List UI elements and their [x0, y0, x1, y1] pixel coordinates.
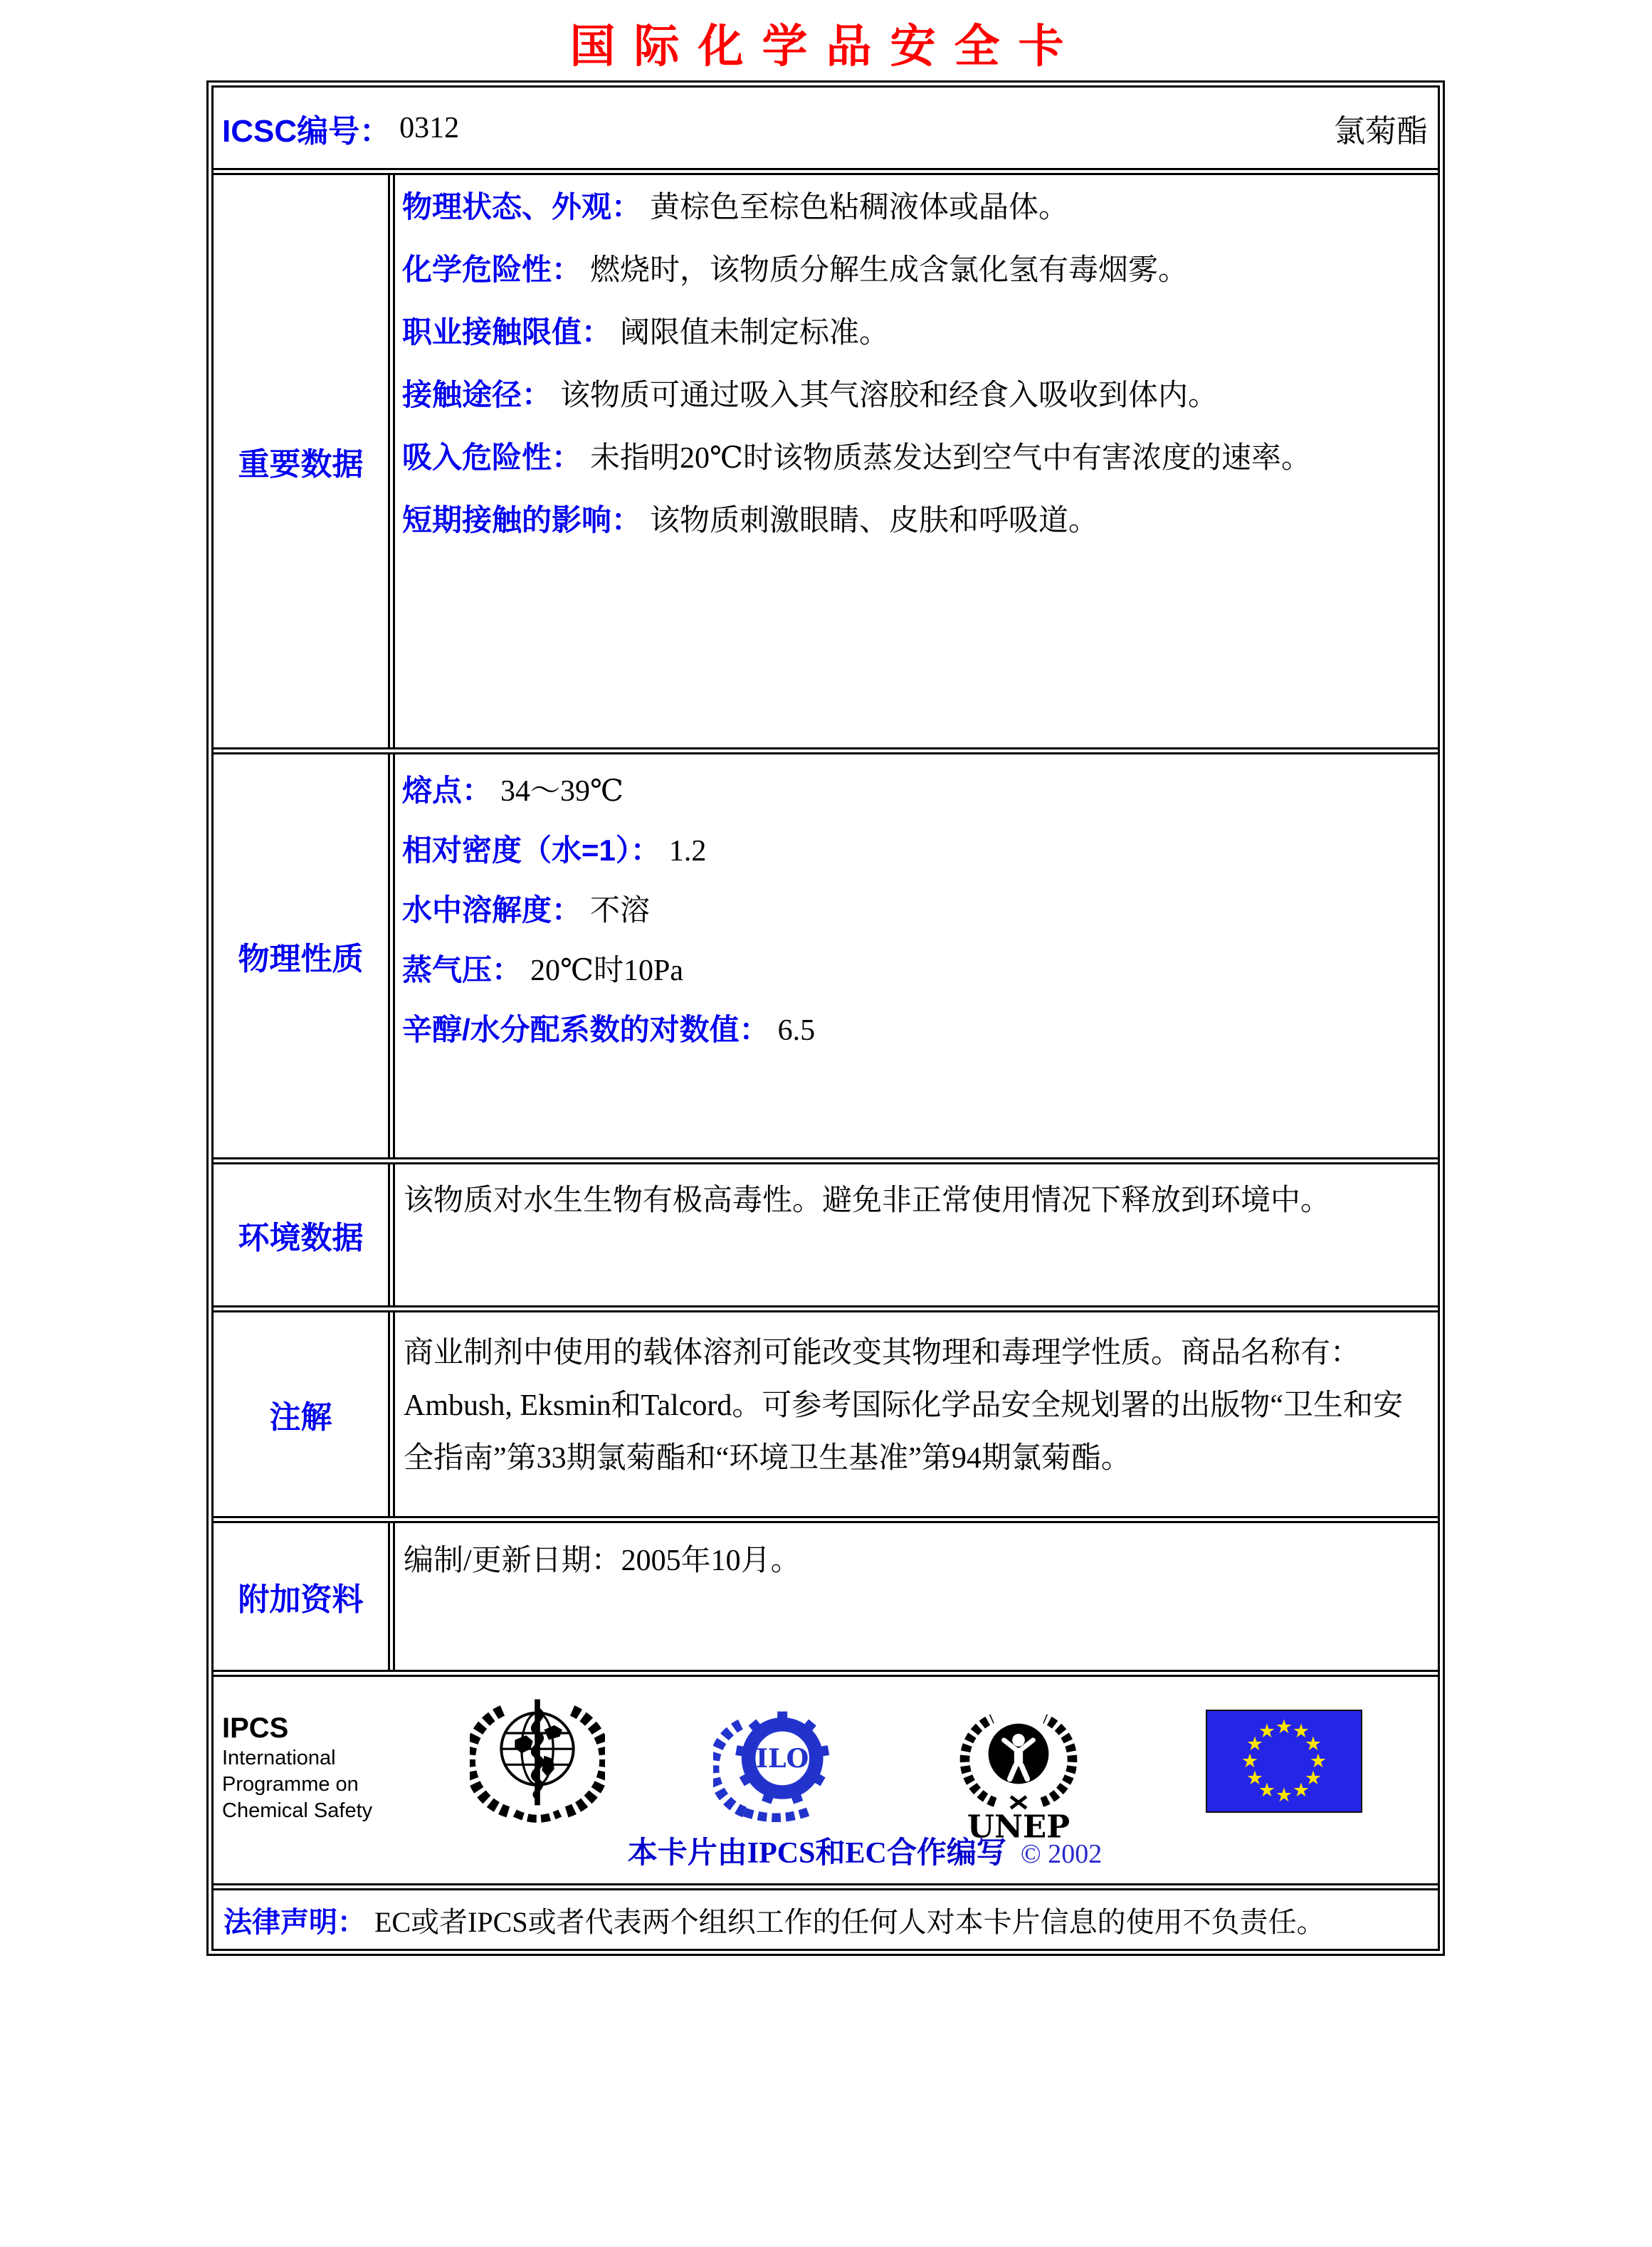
icsc-number-label: ICSC编号： — [222, 113, 391, 149]
svg-text:★: ★ — [1304, 1733, 1322, 1755]
content-line — [402, 367, 1431, 430]
svg-text:★: ★ — [1292, 1779, 1310, 1801]
field-value: 该物质刺激眼睛、皮肤和呼吸道。 — [650, 505, 1099, 537]
section-label: 环境数据 — [238, 1221, 364, 1256]
field-value: 燃烧时，该物质分解生成含氯化氢有毒烟雾。 — [590, 254, 1189, 287]
icsc-number-value: 0312 — [399, 111, 460, 144]
notes-row — [214, 1305, 1438, 1516]
section-label: 注解 — [269, 1400, 332, 1435]
content-line — [402, 1004, 1431, 1063]
environmental-data-content — [395, 1164, 1438, 1305]
legal-text: EC或者IPCS或者代表两个组织工作的任何人对本卡片信息的使用不负责任。 — [374, 1905, 1325, 1938]
content-line — [402, 764, 1431, 824]
section-label: 附加资料 — [238, 1582, 364, 1617]
content-line — [402, 884, 1431, 944]
field-label: 相对密度（水=1）： — [402, 833, 661, 867]
content-line — [402, 493, 1431, 555]
organizations-row — [214, 1670, 1438, 1883]
field-value: 1.2 — [668, 835, 707, 868]
svg-text:★: ★ — [1309, 1750, 1327, 1772]
icsc-bar — [214, 105, 1438, 151]
ipcs-text-block — [222, 1711, 386, 1824]
unep-letters: UNEP — [967, 1809, 1070, 1841]
page-title: 国际化学品安全卡 — [569, 21, 1083, 72]
section-label-cell — [214, 1523, 395, 1670]
field-value: 未指明20℃时该物质蒸发达到空气中有害浓度的速率。 — [590, 442, 1312, 475]
section-label-cell — [214, 1312, 395, 1516]
field-value: 黄棕色至棕色粘稠液体或晶体。 — [650, 191, 1069, 224]
ilo-letters: ILO — [756, 1743, 809, 1774]
content-line — [402, 305, 1431, 367]
legal-bar — [214, 1900, 1335, 1940]
svg-text:★: ★ — [1304, 1767, 1322, 1789]
ilo-icon — [713, 1703, 836, 1822]
legal-row — [214, 1883, 1438, 1949]
svg-text:★: ★ — [1241, 1750, 1259, 1772]
copyright-text: © 2002 — [1020, 1839, 1103, 1869]
field-label: 物理状态、外观： — [402, 190, 642, 223]
section-label: 重要数据 — [238, 447, 364, 482]
svg-text:★: ★ — [1246, 1733, 1264, 1755]
legal-label: 法律声明： — [223, 1906, 366, 1938]
svg-text:★: ★ — [1258, 1720, 1276, 1742]
notes-content — [395, 1312, 1438, 1516]
content-lines — [395, 754, 1438, 1063]
field-label: 职业接触限值： — [402, 315, 612, 349]
field-value: 不溶 — [590, 895, 651, 927]
field-label: 吸入危险性： — [402, 441, 582, 474]
section-label-cell — [214, 1164, 395, 1305]
content-line — [402, 824, 1431, 884]
svg-text:★: ★ — [1246, 1767, 1264, 1789]
field-label: 蒸气压： — [402, 953, 522, 986]
physical-properties-content — [395, 754, 1438, 1157]
content-line — [402, 179, 1431, 242]
section-label-cell — [214, 754, 395, 1157]
field-label: 接触途径： — [402, 378, 552, 411]
field-value: 阈限值未制定标准。 — [620, 317, 890, 349]
additional-info-row — [214, 1516, 1438, 1670]
section-paragraph: 该物质对水生生物有极高毒性。避免非正常使用情况下释放到环境中。 — [404, 1184, 1331, 1217]
safety-card — [206, 80, 1445, 1956]
additional-info-content — [395, 1523, 1438, 1670]
field-value: 6.5 — [777, 1014, 816, 1047]
field-value: 34～39℃ — [500, 775, 624, 808]
important-data-row — [214, 168, 1438, 747]
svg-text:★: ★ — [1275, 1716, 1293, 1738]
ipcs-subtitle-line: Chemical Safety — [222, 1799, 373, 1822]
section-paragraph: 商业制剂中使用的载体溶剂可能改变其物理和毒理学性质。商品名称有：Ambush, Eksmin和Talcord。可参考国际化学品安全规划署的出版物“卫生和安全指南”第33期氯菊酯和“环境卫生基准”第94期氯菊酯。 — [404, 1337, 1403, 1475]
field-label: 熔点： — [402, 774, 493, 807]
cooperation-caption: 本卡片由IPCS和EC合作编写 — [627, 1837, 1006, 1870]
ipcs-title: IPCS — [222, 1712, 289, 1744]
environmental-data-row — [214, 1157, 1438, 1305]
section-label-cell — [214, 175, 395, 747]
svg-text:★: ★ — [1275, 1784, 1293, 1806]
unep-icon — [958, 1695, 1079, 1841]
physical-properties-row — [214, 747, 1438, 1157]
field-label: 辛醇/水分配系数的对数值： — [402, 1013, 769, 1046]
who-icon — [470, 1693, 605, 1828]
eu-flag-icon — [1206, 1710, 1362, 1813]
content-line — [402, 430, 1431, 493]
field-label: 水中溶解度： — [402, 893, 582, 927]
field-value: 20℃时10Pa — [530, 954, 683, 987]
chemical-name: 氯菊酯 — [1334, 113, 1428, 149]
field-label: 短期接触的影响： — [402, 503, 642, 537]
field-value: 该物质可通过吸入其气溶胶和经食入吸收到体内。 — [560, 379, 1219, 412]
section-paragraph: 编制/更新日期：2005年10月。 — [404, 1545, 801, 1577]
caption-bar — [214, 1829, 1438, 1872]
content-lines — [395, 175, 1438, 555]
content-line — [402, 944, 1431, 1004]
svg-text:★: ★ — [1258, 1779, 1276, 1801]
ipcs-subtitle-line: International — [222, 1747, 336, 1769]
svg-text:★: ★ — [1292, 1720, 1310, 1742]
field-label: 化学危险性： — [402, 253, 582, 286]
important-data-content — [395, 175, 1438, 747]
section-label: 物理性质 — [238, 942, 364, 977]
ipcs-subtitle-line: Programme on — [222, 1773, 359, 1796]
icsc-header-row — [214, 88, 1438, 168]
content-line — [402, 242, 1431, 305]
